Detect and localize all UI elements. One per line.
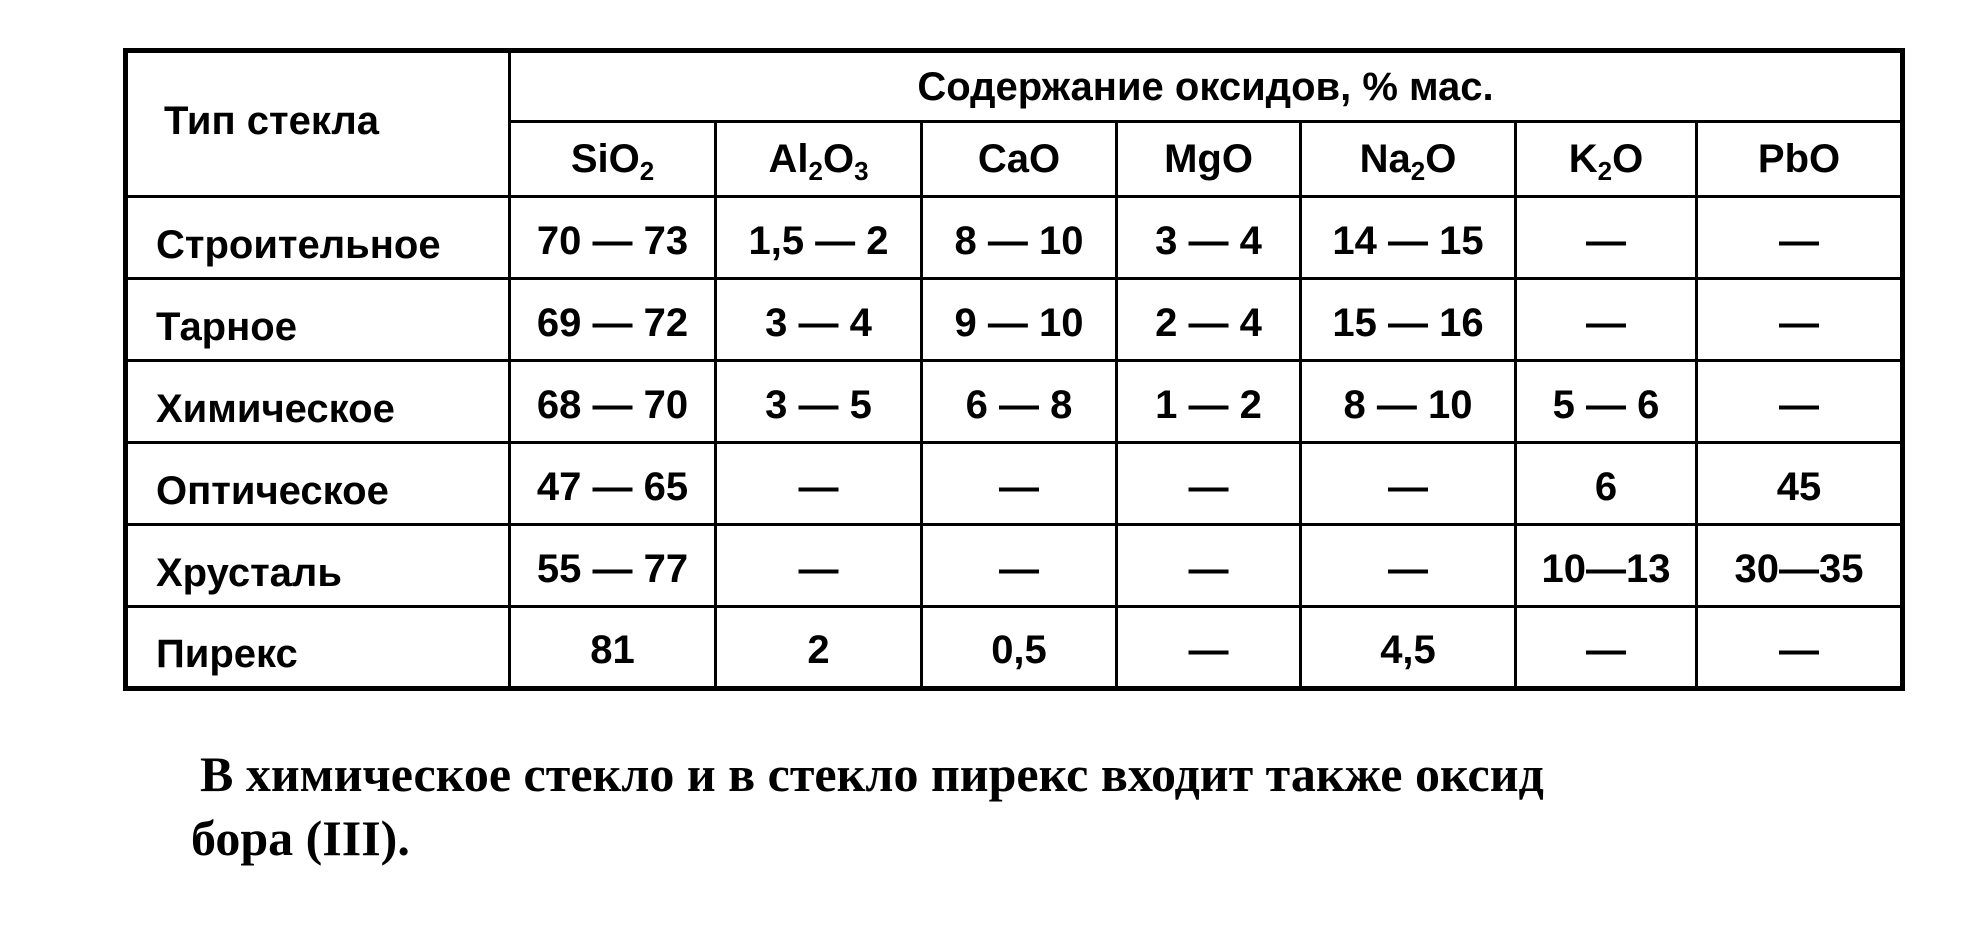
row-label: Пирекс [126, 607, 510, 689]
oxide-header-na2o: $Na_2O$ [1301, 122, 1516, 197]
row-label: Химическое [126, 361, 510, 443]
oxide-header-k2o: $K_2O$ [1516, 122, 1697, 197]
glass-composition-table [123, 48, 1905, 691]
table-cell: — [1301, 525, 1516, 607]
table-cell: 30—35 [1697, 525, 1903, 607]
table-cell: 55 — 77 [510, 525, 716, 607]
table-row [126, 197, 1903, 279]
table-row [126, 361, 1903, 443]
table-cell: — [1697, 279, 1903, 361]
row-label: Хрусталь [126, 525, 510, 607]
table-cell: 5 — 6 [1516, 361, 1697, 443]
table-cell: 3 — 5 [716, 361, 922, 443]
table-cell: — [716, 443, 922, 525]
table-cell: — [1516, 607, 1697, 689]
table-cell: — [1117, 443, 1301, 525]
table-cell: 9 — 10 [922, 279, 1117, 361]
oxide-header-mgo: MgO [1117, 122, 1301, 197]
table-cell: 3 — 4 [716, 279, 922, 361]
table-cell: 6 [1516, 443, 1697, 525]
table-cell: 3 — 4 [1117, 197, 1301, 279]
table-cell: — [1516, 197, 1697, 279]
oxide-header-pbo: PbO [1697, 122, 1903, 197]
table-cell: 81 [510, 607, 716, 689]
table-cell: — [1117, 525, 1301, 607]
table-row [126, 443, 1903, 525]
footnote-paragraph [191, 742, 1920, 870]
table-cell: 69 — 72 [510, 279, 716, 361]
oxide-header-cao: CaO [922, 122, 1117, 197]
table-cell: 14 — 15 [1301, 197, 1516, 279]
footnote-line-1: В химическое стекло и в стекло пирекс входит также оксид [200, 746, 1544, 802]
glass-type-header: Тип стекла [126, 51, 510, 197]
table-cell: 4,5 [1301, 607, 1516, 689]
table-row [126, 525, 1903, 607]
table-cell: 47 — 65 [510, 443, 716, 525]
table-cell: 15 — 16 [1301, 279, 1516, 361]
oxide-header-sio2: SiO$_2$ [510, 122, 716, 197]
table-cell: 2 [716, 607, 922, 689]
table-cell: 8 — 10 [1301, 361, 1516, 443]
table-cell: 45 [1697, 443, 1903, 525]
oxide-header-al2o3: $Al_2O_3$ [716, 122, 922, 197]
table-cell: 10—13 [1516, 525, 1697, 607]
table-cell: — [1301, 443, 1516, 525]
table-cell: — [1117, 607, 1301, 689]
table-cell: — [1697, 361, 1903, 443]
table-cell: 1 — 2 [1117, 361, 1301, 443]
table-cell: 70 — 73 [510, 197, 716, 279]
table-row [126, 279, 1903, 361]
row-label: Тарное [126, 279, 510, 361]
table-cell: 1,5 — 2 [716, 197, 922, 279]
table-cell: 6 — 8 [922, 361, 1117, 443]
table-cell: — [1697, 197, 1903, 279]
table-cell: 8 — 10 [922, 197, 1117, 279]
oxide-content-header: Содержание оксидов, % мас. [510, 51, 1903, 122]
row-label: Строительное [126, 197, 510, 279]
table-cell: — [1516, 279, 1697, 361]
table-cell: — [716, 525, 922, 607]
footnote-line-2: бора (III). [191, 810, 410, 866]
table-cell: — [922, 525, 1117, 607]
row-label: Оптическое [126, 443, 510, 525]
table-cell: — [1697, 607, 1903, 689]
table-cell: — [922, 443, 1117, 525]
table-row [126, 607, 1903, 689]
table-cell: 68 — 70 [510, 361, 716, 443]
table-cell: 2 — 4 [1117, 279, 1301, 361]
table-cell: 0,5 [922, 607, 1117, 689]
